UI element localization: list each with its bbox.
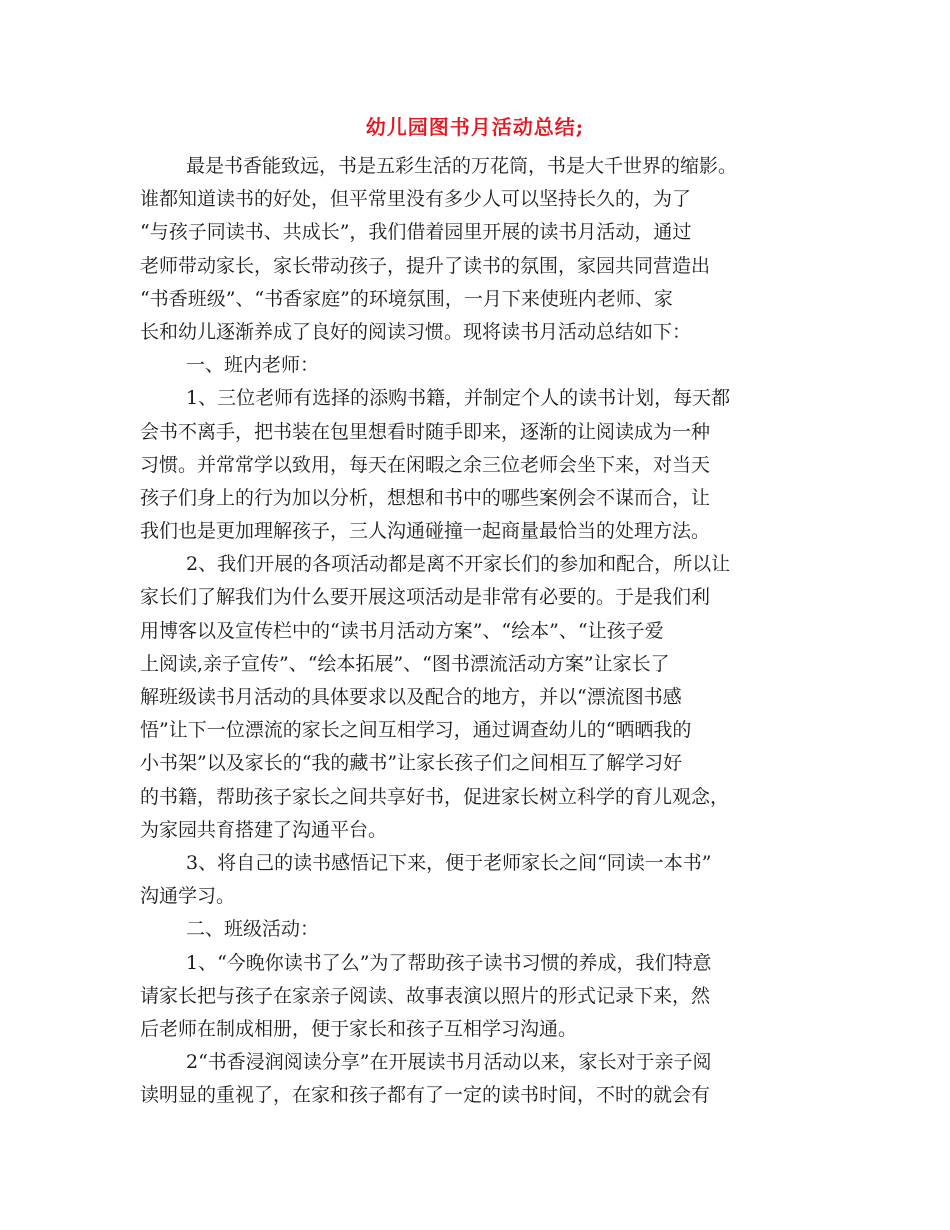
paragraph-line: 长和幼儿逐渐养成了良好的阅读习惯。现将读书月活动总结如下：	[140, 320, 692, 343]
paragraph-line: 老师带动家长，家长带动孩子，提升了读书的氛围，家园共同营造出	[140, 254, 711, 277]
paragraph-line: “与孩子同读书、共成长”，我们借着园里开展的读书月活动，通过	[140, 221, 692, 244]
paragraph-line: 1、三位老师有选择的添购书籍，并制定个人的读书计划，每天都	[186, 387, 731, 410]
paragraph-line: 1、“今晚你读书了么”为了帮助孩子读书习惯的养成，我们特意	[186, 951, 712, 974]
paragraph-line: 悟”让下一位漂流的家长之间互相学习，通过调查幼儿的“晒晒我的	[140, 719, 692, 742]
paragraph-line: 家长们了解我们为什么要开展这项活动是非常有必要的。于是我们利	[140, 586, 711, 609]
paragraph-line: 解班级读书月活动的具体要求以及配合的地方，并以“漂流图书感	[140, 686, 682, 708]
paragraph-line: 孩子们身上的行为加以分析，想想和书中的哪些案例会不谋而合，让	[140, 486, 711, 509]
paragraph-line: 后老师在制成相册，便于家长和孩子互相学习沟通。	[140, 1017, 578, 1040]
paragraph-line: 读明显的重视了，在家和孩子都有了一定的读书时间，不时的就会有	[140, 1084, 711, 1107]
paragraph-line: 上阅读,亲子宣传”、“绘本拓展”、“图书漂流活动方案”让家长了	[140, 652, 670, 675]
section-heading: 二、班级活动：	[186, 918, 320, 941]
paragraph-line: 谁都知道读书的好处，但平常里没有多少人可以坚持长久的，为了	[140, 188, 692, 211]
paragraph-line: 习惯。并常常学以致用，每天在闲暇之余三位老师会坐下来，对当天	[140, 453, 711, 476]
paragraph-line: 的书籍，帮助孩子家长之间共享好书，促进家长树立科学的育儿观念，	[140, 785, 730, 808]
document-title: 幼儿园图书月活动总结;	[365, 115, 585, 139]
paragraph-line: 最是书香能致远，书是五彩生活的万花筒，书是大千世界的缩影。	[186, 155, 738, 177]
paragraph-line: 我们也是更加理解孩子，三人沟通碰撞一起商量最恰当的处理方法。	[140, 520, 711, 543]
paragraph-line: 请家长把与孩子在家亲子阅读、故事表演以照片的形式记录下来，然	[140, 984, 711, 1007]
paragraph-line: 用博客以及宣传栏中的“读书月活动方案”、“绘本”、“让孩子爱	[140, 619, 664, 642]
paragraph-line: 小书架”以及家长的“我的藏书”让家长孩子们之间相互了解学习好	[140, 752, 683, 775]
paragraph-line: “书香班级”、“书香家庭”的环境氛围，一月下来使班内老师、家	[140, 287, 673, 310]
paragraph-line: 沟通学习。	[140, 885, 236, 908]
document-body	[140, 150, 820, 1112]
paragraph-line: 3、将自己的读书感悟记下来，便于老师家长之间“同读一本书”	[186, 851, 712, 874]
section-heading: 一、班内老师：	[186, 354, 320, 377]
paragraph-line: 会书不离手，把书装在包里想看时随手即来，逐渐的让阅读成为一种	[140, 420, 711, 443]
paragraph-line: 2、我们开展的各项活动都是离不开家长们的参加和配合，所以让	[186, 553, 731, 576]
paragraph-line: 2“书香浸润阅读分享”在开展读书月活动以来，家长对于亲子阅	[186, 1051, 712, 1074]
paragraph-line: 为家园共育搭建了沟通平台。	[140, 818, 388, 841]
